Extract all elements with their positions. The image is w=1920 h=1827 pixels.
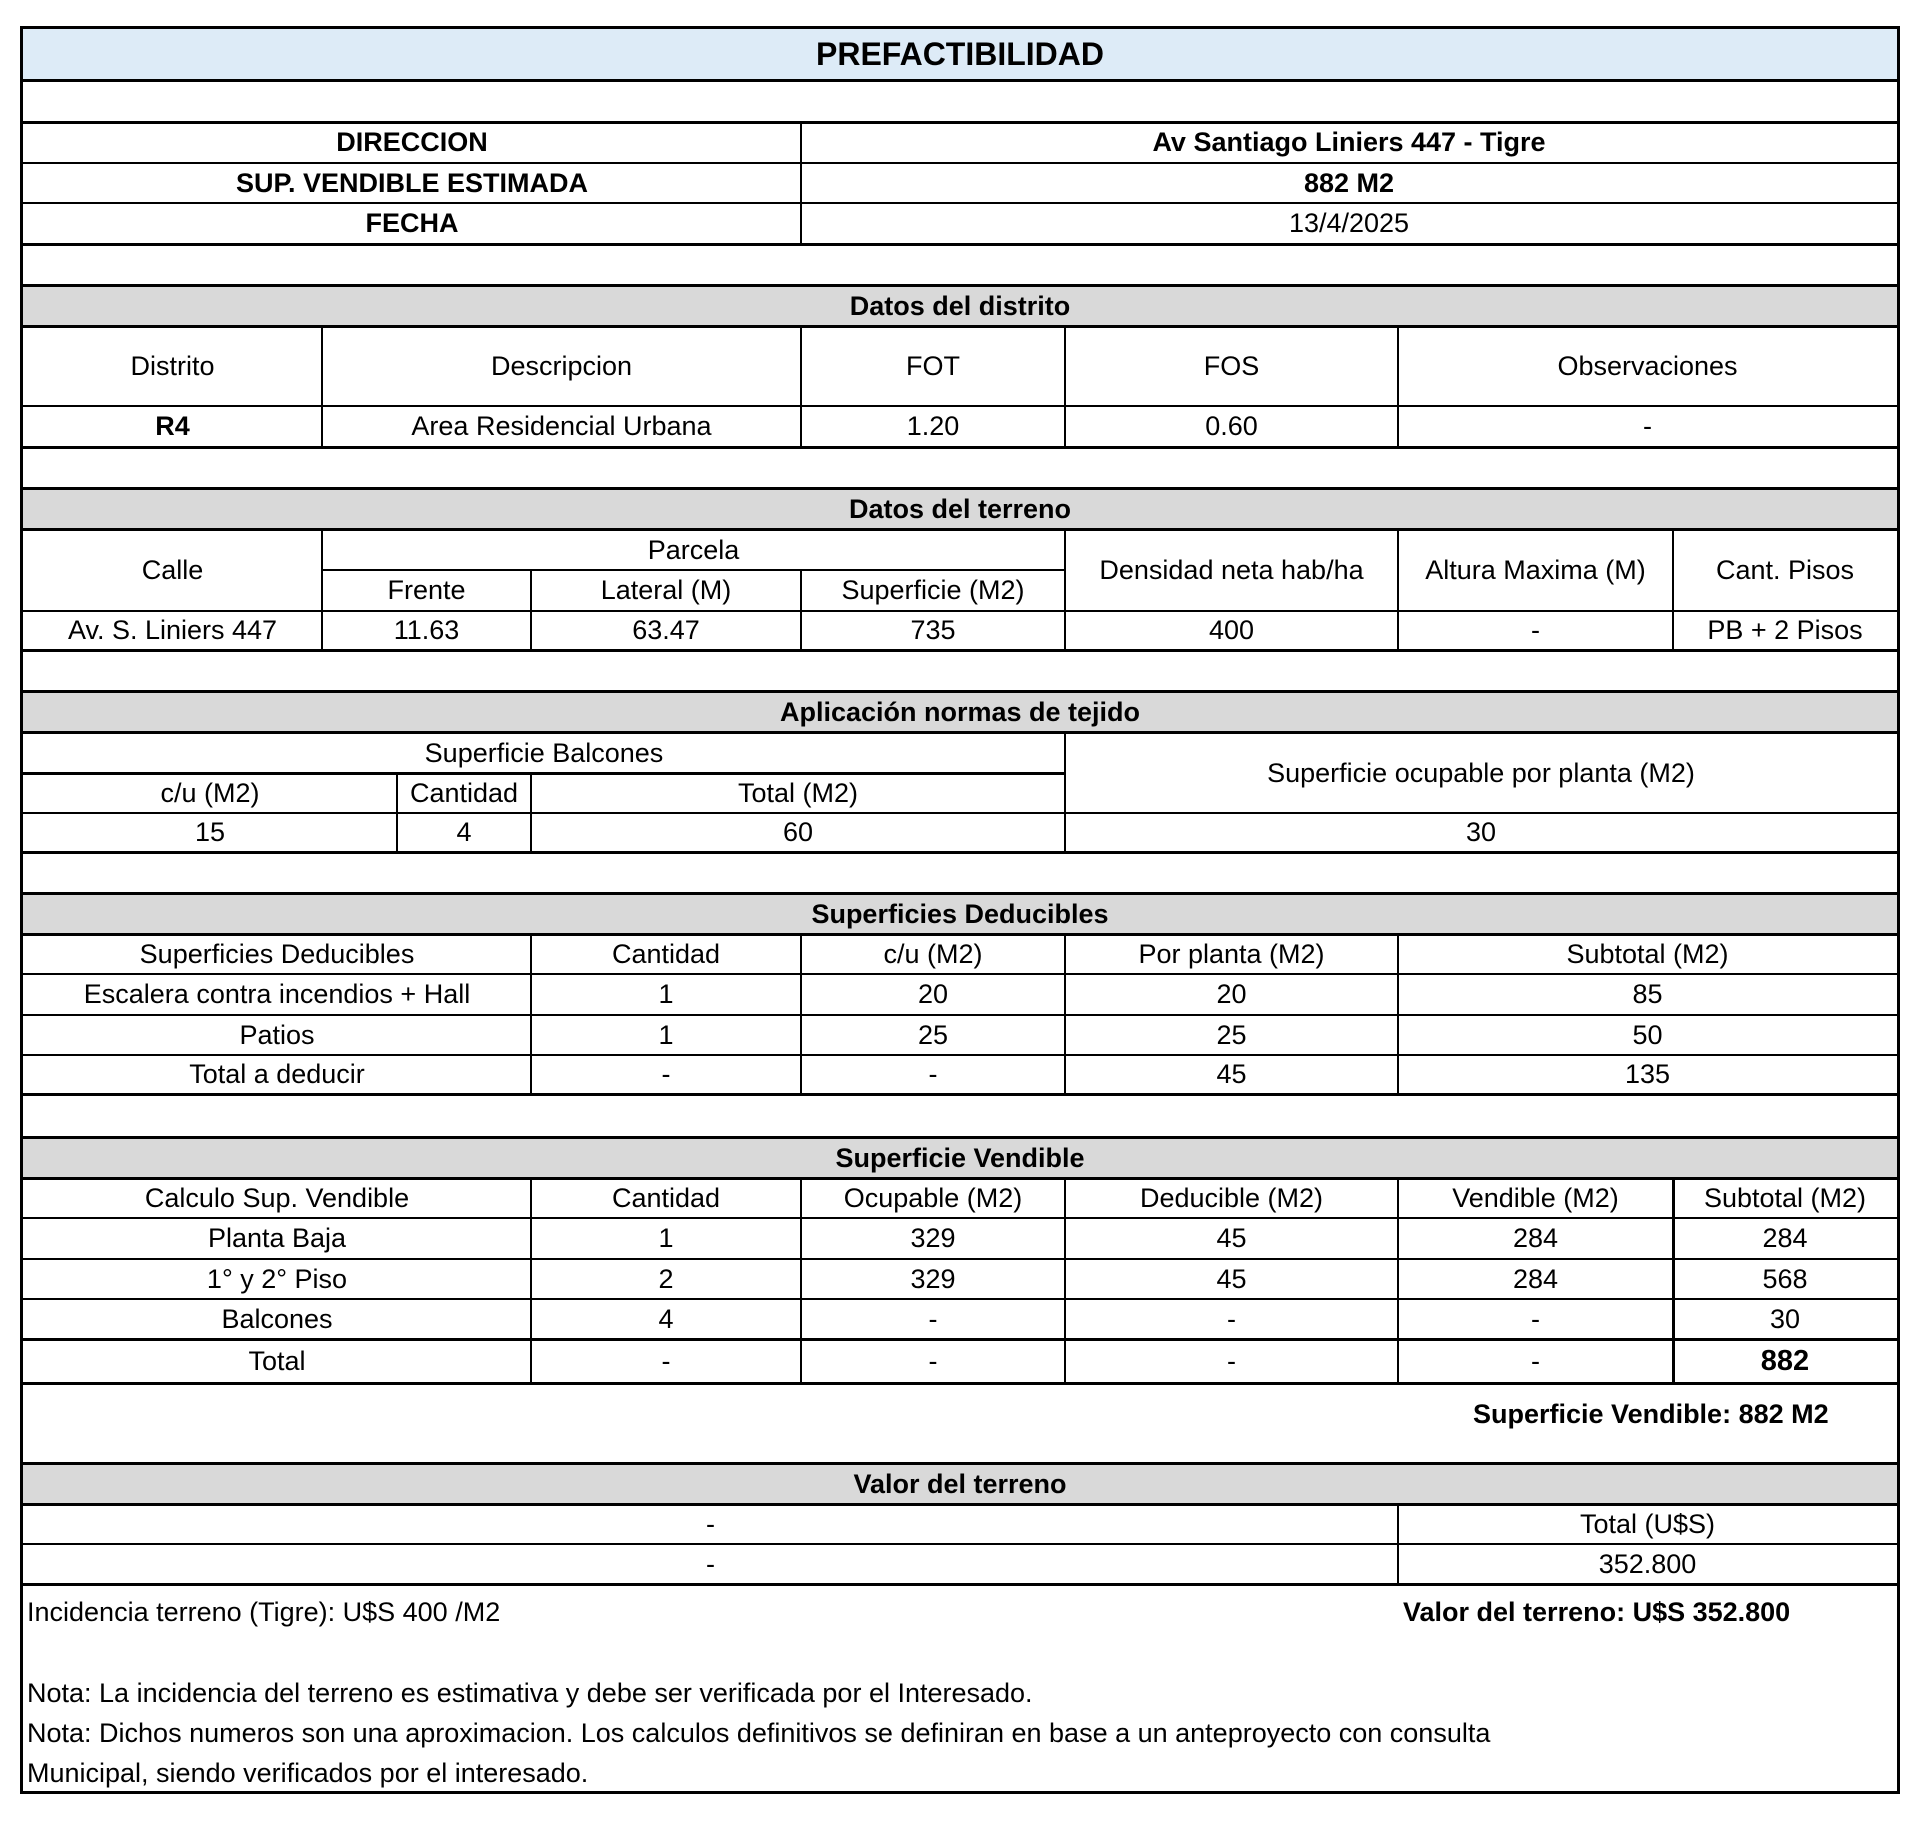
- vendible-row-cantidad: 1: [658, 1223, 674, 1253]
- direccion-label: DIRECCION: [336, 127, 488, 157]
- vendible-row-subtotal: 284: [1762, 1223, 1808, 1253]
- deducibles-row-subtotal: 85: [1632, 979, 1663, 1009]
- deducibles-total-subtotal: 135: [1624, 1059, 1671, 1089]
- tejido-ocupable-value: 30: [1465, 817, 1497, 847]
- superficie-vendible-summary: Superficie Vendible: 882 M2: [1473, 1399, 1829, 1429]
- deducibles-row-cantidad: 1: [658, 979, 674, 1009]
- terreno-lateral-value: 63.47: [632, 615, 700, 645]
- deducibles-total-cantidad: -: [661, 1059, 671, 1089]
- sup-vendible-value: 882 M2: [1303, 167, 1395, 198]
- terreno-superficie-value: 735: [910, 615, 956, 645]
- sheet-title: PREFACTIBILIDAD: [23, 29, 1897, 79]
- terreno-altura-value: -: [1531, 615, 1540, 645]
- terreno-col-pisos: Cant. Pisos: [1715, 555, 1855, 585]
- distrito-col-distrito: Distrito: [130, 351, 215, 381]
- deducibles-total-concepto: Total a deducir: [189, 1059, 365, 1089]
- vendible-row-subtotal: 30: [1769, 1303, 1801, 1334]
- vendible-row-cantidad: 4: [658, 1303, 674, 1334]
- valor-left-1: -: [706, 1508, 715, 1539]
- deducibles-row-cu: 25: [917, 1019, 949, 1050]
- sup-vendible-label: SUP. VENDIBLE ESTIMADA: [235, 167, 589, 198]
- vendible-row-calculo: 1° y 2° Piso: [206, 1263, 348, 1294]
- deducibles-row-por-planta: 25: [1216, 1019, 1247, 1050]
- tejido-col-ocupable: Superficie ocupable por planta (M2): [1267, 757, 1695, 788]
- vendible-col-vendible: Vendible (M2): [1452, 1182, 1619, 1213]
- deducibles-row-cu: 20: [917, 979, 949, 1009]
- nota-3: Municipal, siendo verificados por el interesado.: [27, 1758, 589, 1788]
- deducibles-col-por-planta: Por planta (M2): [1138, 938, 1325, 969]
- deducibles-header: Superficies Deducibles: [23, 895, 1897, 933]
- deducibles-col-subtotal: Subtotal (M2): [1566, 938, 1729, 969]
- deducibles-col-concepto: Superficies Deducibles: [139, 938, 415, 969]
- vendible-row-ocupable: 329: [910, 1223, 956, 1253]
- deducibles-row-por-planta: 20: [1216, 979, 1247, 1009]
- vendible-row-calculo: Planta Baja: [207, 1223, 347, 1253]
- valor-header: Valor del terreno: [23, 1465, 1897, 1503]
- deducibles-row-concepto: Escalera contra incendios + Hall: [83, 979, 471, 1009]
- vendible-row-subtotal: 568: [1762, 1263, 1808, 1294]
- vendible-row-vendible: -: [1531, 1303, 1540, 1334]
- vendible-total-calculo: Total: [248, 1346, 306, 1376]
- nota-2: Nota: Dichos numeros son una aproximacion. Los calculos definitivos se definiran en base a un anteproyecto con consulta: [27, 1718, 1491, 1748]
- nota-1: Nota: La incidencia del terreno es estimativa y debe ser verificada por el Interesado.: [27, 1678, 1033, 1708]
- distrito-col-observaciones: Observaciones: [1557, 351, 1738, 381]
- vendible-col-cantidad: Cantidad: [611, 1182, 721, 1213]
- tejido-header: Aplicación normas de tejido: [23, 693, 1897, 731]
- distrito-col-fos: FOS: [1203, 351, 1260, 381]
- valor-terreno-summary: Valor del terreno: U$S 352.800: [1403, 1597, 1791, 1627]
- distrito-col-fot: FOT: [906, 351, 960, 381]
- vendible-row-vendible: 284: [1512, 1223, 1559, 1253]
- vendible-col-ocupable: Ocupable (M2): [843, 1182, 1023, 1213]
- terreno-frente-value: 11.63: [393, 615, 460, 645]
- terreno-header: Datos del terreno: [23, 490, 1897, 528]
- terreno-col-superficie: Superficie (M2): [841, 575, 1025, 605]
- tejido-col-total: Total (M2): [737, 778, 859, 808]
- fecha-value: 13/4/2025: [1288, 208, 1410, 238]
- terreno-densidad-value: 400: [1208, 615, 1255, 645]
- deducibles-row-subtotal: 50: [1632, 1019, 1663, 1050]
- tejido-col-cantidad: Cantidad: [409, 778, 519, 808]
- deducibles-total-cu: -: [928, 1059, 938, 1089]
- deducibles-row-concepto: Patios: [239, 1019, 315, 1050]
- terreno-calle-value: Av. S. Liniers 447: [67, 615, 278, 645]
- vendible-row-deducible: -: [1227, 1303, 1236, 1334]
- vendible-total-vendible: -: [1531, 1346, 1540, 1376]
- distrito-descripcion-value: Area Residencial Urbana: [411, 410, 712, 441]
- vendible-row-deducible: 45: [1216, 1263, 1247, 1294]
- terreno-col-lateral: Lateral (M): [600, 575, 732, 605]
- vendible-total-ocupable: -: [928, 1346, 938, 1376]
- deducibles-col-cantidad: Cantidad: [611, 938, 721, 969]
- vendible-col-calculo: Calculo Sup. Vendible: [144, 1182, 410, 1213]
- distrito-value: R4: [155, 410, 190, 441]
- tejido-col-balcones: Superficie Balcones: [424, 737, 664, 768]
- terreno-col-densidad: Densidad neta hab/ha: [1099, 555, 1364, 585]
- fecha-label: FECHA: [365, 208, 459, 238]
- vendible-col-subtotal: Subtotal (M2): [1703, 1182, 1867, 1213]
- tejido-col-cu: c/u (M2): [160, 778, 260, 808]
- vendible-total-cantidad: -: [661, 1346, 671, 1376]
- vendible-row-deducible: 45: [1216, 1223, 1247, 1253]
- vendible-row-calculo: Balcones: [221, 1303, 333, 1334]
- deducibles-total-por-planta: 45: [1216, 1059, 1247, 1089]
- terreno-col-altura: Altura Maxima (M): [1425, 555, 1646, 585]
- terreno-pisos-value: PB + 2 Pisos: [1707, 615, 1863, 645]
- vendible-header: Superficie Vendible: [23, 1139, 1897, 1177]
- deducibles-col-cu: c/u (M2): [883, 938, 983, 969]
- vendible-col-deducible: Deducible (M2): [1139, 1182, 1324, 1213]
- distrito-header: Datos del distrito: [23, 287, 1897, 325]
- terreno-col-calle: Calle: [141, 555, 204, 585]
- valor-total-label: Total (U$S): [1579, 1508, 1716, 1539]
- prefactibilidad-sheet: [20, 26, 1900, 1794]
- direccion-value: Av Santiago Liniers 447 - Tigre: [1152, 127, 1546, 157]
- tejido-cantidad-value: 4: [456, 817, 472, 847]
- vendible-row-vendible: 284: [1512, 1263, 1559, 1294]
- incidencia-text: Incidencia terreno (Tigre): U$S 400 /M2: [27, 1597, 501, 1627]
- vendible-total-subtotal: 882: [1760, 1345, 1810, 1377]
- terreno-col-parcela: Parcela: [647, 534, 740, 565]
- deducibles-row-cantidad: 1: [658, 1019, 674, 1050]
- tejido-cu-value: 15: [194, 817, 226, 847]
- valor-total-value: 352.800: [1598, 1548, 1697, 1579]
- vendible-total-deducible: -: [1227, 1346, 1236, 1376]
- vendible-row-ocupable: 329: [910, 1263, 956, 1294]
- valor-left-2: -: [706, 1548, 715, 1579]
- vendible-row-cantidad: 2: [658, 1263, 674, 1294]
- distrito-fot-value: 1.20: [906, 410, 960, 441]
- tejido-total-value: 60: [782, 817, 814, 847]
- terreno-col-frente: Frente: [387, 575, 466, 605]
- distrito-col-descripcion: Descripcion: [490, 351, 633, 381]
- vendible-row-ocupable: -: [928, 1303, 938, 1334]
- distrito-observaciones-value: -: [1643, 410, 1652, 441]
- distrito-fos-value: 0.60: [1205, 410, 1258, 441]
